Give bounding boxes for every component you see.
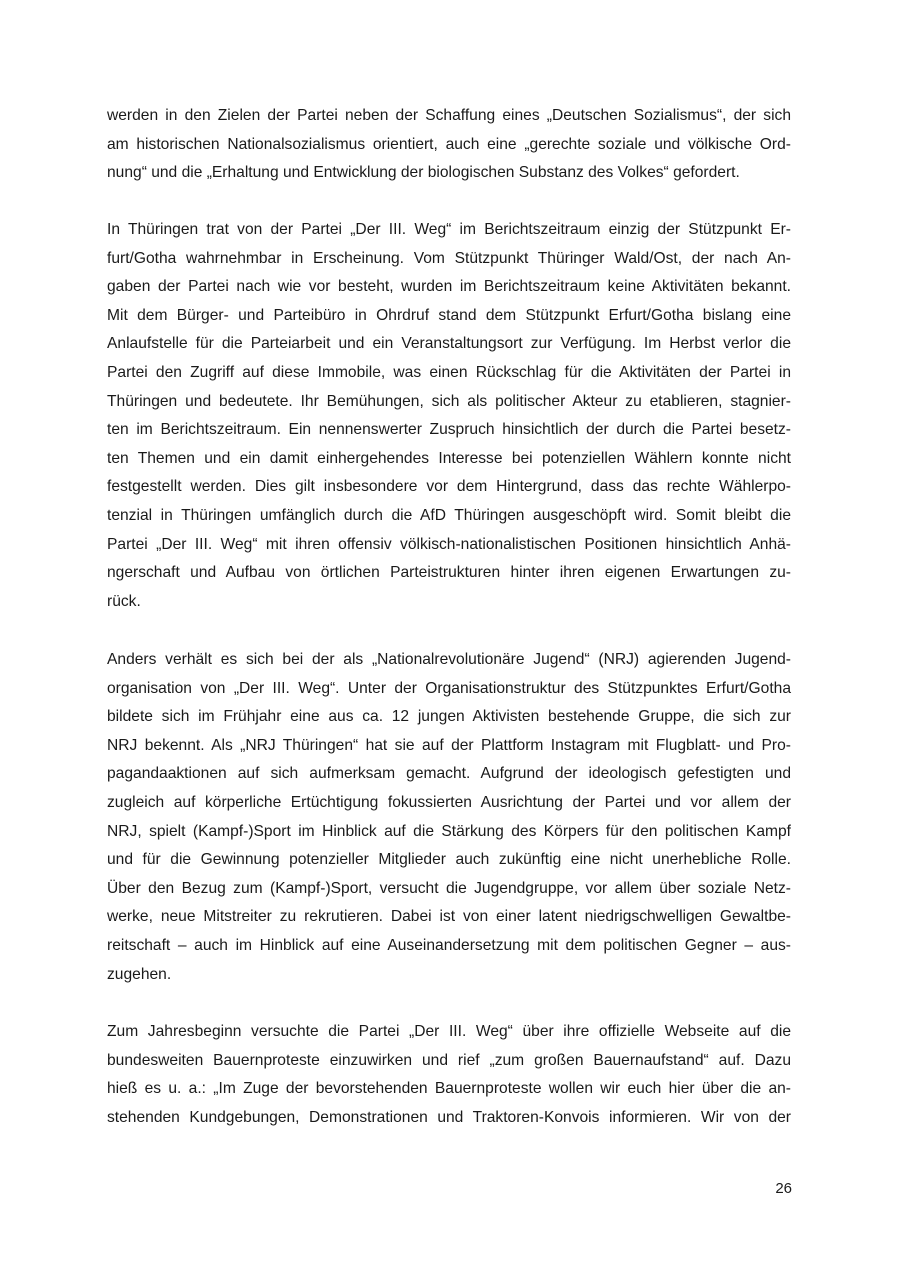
- text-line: zugleich auf körperliche Ertüchtigung fokussierten Ausrichtung der Partei und vor allem der: [107, 793, 791, 811]
- page-number: 26: [775, 1180, 792, 1197]
- text-line: rück.: [107, 592, 141, 610]
- text-line: ngerschaft und Aufbau von örtlichen Parteistrukturen hinter ihren eigenen Erwartungen zu-: [107, 564, 791, 582]
- text-line: reitschaft – auch im Hinblick auf eine Auseinandersetzung mit dem politischen Gegner – aus-: [107, 936, 791, 954]
- text-line: werden in den Zielen der Partei neben der Schaffung eines „Deutschen Sozialismus“, der sich: [107, 107, 791, 124]
- text-line: Anders verhält es sich bei der als „Nationalrevolutionäre Jugend“ (NRJ) agierenden Jugend-: [107, 651, 791, 668]
- paragraph: [107, 1018, 791, 1132]
- text-line: Mit dem Bürger- und Parteibüro in Ohrdruf stand dem Stützpunkt Erfurt/Gotha bislang eine: [107, 306, 791, 324]
- text-line: nung“ und die „Erhaltung und Entwicklung der biologischen Substanz des Volkes“ gefordert.: [107, 164, 740, 182]
- text-line: organisation von „Der III. Weg“. Unter der Organisationstruktur des Stützpunktes Erfurt/Gotha: [107, 679, 791, 697]
- text-line: In Thüringen trat von der Partei „Der III. Weg“ im Berichtszeitraum einzig der Stützpunkt Er-: [107, 221, 791, 238]
- text-line: festgestellt werden. Dies gilt insbesondere vor dem Hintergrund, dass das rechte Wählerpo-: [107, 478, 791, 496]
- text-line: pagandaaktionen auf sich aufmerksam gemacht. Aufgrund der ideologisch gefestigten und: [107, 765, 791, 783]
- text-line: werke, neue Mitstreiter zu rekrutieren. Dabei ist von einer latent niedrigschwelligen Gewaltbe-: [107, 908, 791, 926]
- text-line: gaben der Partei nach wie vor besteht, wurden im Berichtszeitraum keine Aktivitäten bekannt.: [107, 278, 791, 296]
- text-line: ten Themen und ein damit einhergehendes Interesse bei potenziellen Wählern konnte nicht: [107, 449, 791, 467]
- text-line: NRJ, spielt (Kampf-)Sport im Hinblick auf die Stärkung des Körpers für den politischen Kampf: [107, 822, 791, 840]
- text-line: NRJ bekennt. Als „NRJ Thüringen“ hat sie auf der Plattform Instagram mit Flugblatt- und Pro-: [107, 736, 791, 754]
- text-line: Partei den Zugriff auf diese Immobile, was einen Rückschlag für die Aktivitäten der Partei in: [107, 363, 791, 381]
- text-line: tenzial in Thüringen umfänglich durch die AfD Thüringen ausgeschöpft wird. Somit bleibt die: [107, 506, 791, 524]
- text-line: und für die Gewinnung potenzieller Mitglieder auch zukünftig eine nicht unerhebliche Rolle.: [107, 851, 791, 869]
- paragraph: [107, 646, 791, 989]
- text-line: bundesweiten Bauernproteste einzuwirken und rief „zum großen Bauernaufstand“ auf. Dazu: [107, 1051, 791, 1069]
- text-line: stehenden Kundgebungen, Demonstrationen und Traktoren-Konvois informieren. Wir von der: [107, 1108, 791, 1126]
- text-line: Anlaufstelle für die Parteiarbeit und ein Veranstaltungsort zur Verfügung. Im Herbst verlor die: [107, 335, 791, 353]
- text-line: bildete sich im Frühjahr eine aus ca. 12 jungen Aktivisten bestehende Gruppe, die sich zur: [107, 708, 791, 726]
- text-line: Thüringen und bedeutete. Ihr Bemühungen, sich als politischer Akteur zu etablieren, stagnier-: [107, 392, 791, 410]
- text-line: Über den Bezug zum (Kampf-)Sport, versucht die Jugendgruppe, vor allem über soziale Netz-: [107, 879, 791, 897]
- paragraph: [107, 216, 791, 616]
- text-line: hieß es u. a.: „Im Zuge der bevorstehenden Bauernproteste wollen wir euch hier über die an-: [107, 1080, 791, 1098]
- text-line: am historischen Nationalsozialismus orientiert, auch eine „gerechte soziale und völkische Ord-: [107, 135, 791, 153]
- text-line: furt/Gotha wahrnehmbar in Erscheinung. Vom Stützpunkt Thüringer Wald/Ost, der nach An-: [107, 249, 791, 267]
- text-line: zugehen.: [107, 965, 172, 983]
- text-line: ten im Berichtszeitraum. Ein nennenswerter Zuspruch hinsichtlich der durch die Partei besetz-: [107, 421, 791, 439]
- text-line: Partei „Der III. Weg“ mit ihren offensiv völkisch-nationalistischen Positionen hinsichtlich Anhä-: [107, 535, 791, 553]
- text-line: Zum Jahresbeginn versuchte die Partei „Der III. Weg“ über ihre offizielle Webseite auf die: [107, 1023, 791, 1040]
- paragraph: [107, 102, 791, 188]
